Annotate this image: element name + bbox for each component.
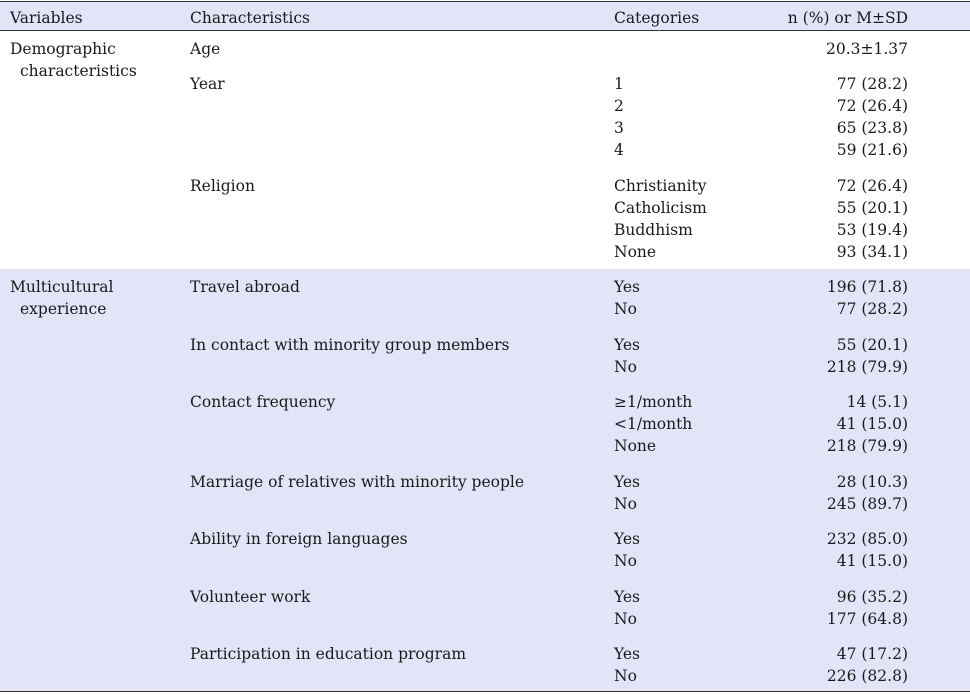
category-label: None — [614, 437, 657, 455]
category-label: No — [614, 358, 637, 376]
value-cell: 196 (71.8) — [826, 278, 908, 296]
value-cell: 55 (20.1) — [836, 199, 908, 217]
variable-label-line: Multicultural — [10, 278, 114, 296]
category-label: Catholicism — [614, 199, 707, 217]
value-cell: 218 (79.9) — [826, 358, 908, 376]
category-label: No — [614, 610, 637, 628]
category-label: None — [614, 243, 657, 261]
value-cell: 59 (21.6) — [836, 141, 908, 159]
characteristic-label: Volunteer work — [190, 588, 311, 606]
header-characteristics: Characteristics — [190, 9, 310, 27]
category-label: 2 — [614, 97, 624, 115]
characteristic-label: Year — [190, 75, 225, 93]
value-cell: 53 (19.4) — [836, 221, 908, 239]
header-categories: Categories — [614, 9, 700, 27]
variable-label-line: experience — [20, 300, 107, 318]
variable-label-line: characteristics — [20, 62, 137, 80]
category-label: No — [614, 552, 637, 570]
category-label: <1/month — [614, 415, 693, 433]
category-label: Buddhism — [614, 221, 693, 239]
characteristic-label: Participation in education program — [190, 645, 467, 663]
category-label: ≥1/month — [614, 393, 693, 411]
table-header — [0, 1, 970, 31]
value-cell: 232 (85.0) — [826, 530, 908, 548]
header-variables: Variables — [10, 9, 83, 27]
value-cell: 41 (15.0) — [836, 415, 908, 433]
category-label: Yes — [614, 588, 641, 606]
characteristic-label: Religion — [190, 177, 255, 195]
category-label: No — [614, 495, 637, 513]
value-cell: 245 (89.7) — [826, 495, 908, 513]
variable-label — [10, 276, 180, 320]
category-label: Yes — [614, 336, 641, 354]
category-label: Yes — [614, 278, 641, 296]
value-cell: 47 (17.2) — [836, 645, 908, 663]
value-cell: 72 (26.4) — [836, 177, 908, 195]
value-cell: 41 (15.0) — [836, 552, 908, 570]
value-cell: 14 (5.1) — [846, 393, 908, 411]
category-label: 3 — [614, 119, 624, 137]
characteristic-label: Ability in foreign languages — [190, 530, 408, 548]
category-label: Yes — [614, 473, 641, 491]
category-label: 4 — [614, 141, 624, 159]
value-cell: 65 (23.8) — [836, 119, 908, 137]
value-cell: 93 (34.1) — [836, 243, 908, 261]
value-cell: 96 (35.2) — [836, 588, 908, 606]
variable-label-line: Demographic — [10, 40, 116, 58]
value-cell: 77 (28.2) — [836, 300, 908, 318]
value-cell: 72 (26.4) — [836, 97, 908, 115]
category-label: No — [614, 300, 637, 318]
value-cell: 218 (79.9) — [826, 437, 908, 455]
category-label: Yes — [614, 530, 641, 548]
variable-label — [10, 38, 180, 82]
value-cell: 77 (28.2) — [836, 75, 908, 93]
value-cell: 28 (10.3) — [836, 473, 908, 491]
header-value: n (%) or M±SD — [787, 9, 908, 27]
characteristic-label: Contact frequency — [190, 393, 336, 411]
characteristic-label: Age — [190, 40, 221, 58]
characteristic-label: In contact with minority group members — [190, 336, 510, 354]
value-cell: 177 (64.8) — [826, 610, 908, 628]
characteristic-label: Marriage of relatives with minority people — [190, 473, 525, 491]
value-cell: 226 (82.8) — [826, 667, 908, 685]
category-label: 1 — [614, 75, 624, 93]
value-cell: 55 (20.1) — [836, 336, 908, 354]
characteristic-label: Travel abroad — [190, 278, 300, 296]
category-label: No — [614, 667, 637, 685]
value-cell: 20.3±1.37 — [825, 40, 908, 58]
category-label: Yes — [614, 645, 641, 663]
category-label: Christianity — [614, 177, 707, 195]
